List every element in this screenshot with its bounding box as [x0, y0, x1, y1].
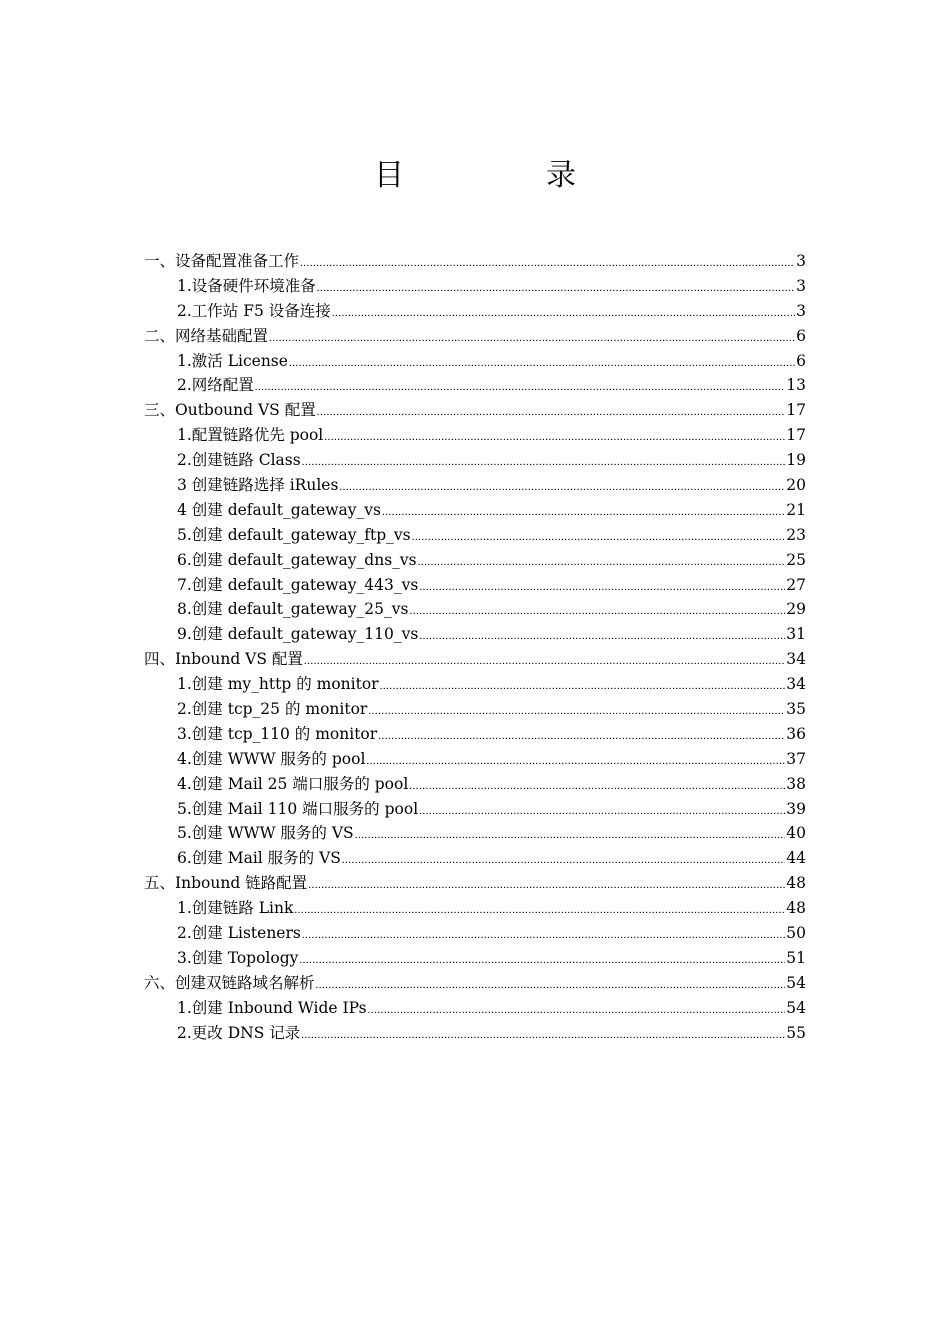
toc-page-number: 44: [786, 849, 806, 868]
toc-dot-leader: [366, 749, 785, 774]
toc-page-number: 23: [786, 525, 806, 544]
toc-page-number: 35: [786, 700, 806, 719]
toc-page-number: 39: [786, 799, 806, 818]
toc-entry-label: 2.更改 DNS 记录: [177, 1023, 301, 1042]
toc-dot-leader: [382, 500, 785, 525]
toc-entry-label: 1.创建 my_http 的 monitor: [177, 675, 379, 694]
toc-entry-label: 四、Inbound VS 配置: [144, 650, 303, 669]
toc-entry-label: 1.设备硬件环境准备: [177, 276, 316, 295]
toc-page-number: 48: [786, 874, 806, 893]
toc-page-number: 54: [786, 998, 806, 1017]
toc-page-number: 13: [786, 376, 806, 395]
page-title: 目 录: [374, 158, 632, 193]
toc-subsection-entry[interactable]: [144, 597, 806, 622]
toc-entry-label: 6.创建 Mail 服务的 VS: [177, 849, 341, 868]
toc-page-number: 25: [786, 550, 806, 569]
toc-subsection-entry[interactable]: [144, 523, 806, 548]
toc-entry-label: 4 创建 default_gateway_vs: [177, 500, 381, 519]
toc-subsection-entry[interactable]: [144, 722, 806, 747]
toc-entry-label: 2.工作站 F5 设备连接: [177, 301, 331, 320]
toc-entry-label: 5.创建 Mail 110 端口服务的 pool: [177, 799, 419, 818]
toc-page-number: 19: [786, 451, 806, 470]
toc-subsection-entry[interactable]: [144, 349, 806, 374]
toc-dot-leader: [300, 251, 795, 276]
toc-entry-label: 9.创建 default_gateway_110_vs: [177, 625, 419, 644]
toc-dot-leader: [255, 375, 785, 400]
toc-subsection-entry[interactable]: [144, 797, 806, 822]
toc-subsection-entry[interactable]: [144, 1021, 806, 1046]
toc-subsection-entry[interactable]: [144, 672, 806, 697]
toc-page-number: 54: [786, 973, 806, 992]
toc-dot-leader: [316, 973, 786, 998]
toc-page-number: 55: [786, 1023, 806, 1042]
toc-page-number: 6: [796, 351, 806, 370]
toc-entry-label: 3 创建链路选择 iRules: [177, 476, 339, 495]
toc-entry-label: 六、创建双链路域名解析: [144, 973, 315, 992]
toc-section-entry[interactable]: [144, 324, 806, 349]
toc-page-number: 48: [786, 899, 806, 918]
toc-entry-label: 2.创建链路 Class: [177, 451, 301, 470]
toc-entry-label: 7.创建 default_gateway_443_vs: [177, 575, 419, 594]
toc-page-number: 50: [786, 924, 806, 943]
toc-dot-leader: [332, 301, 795, 326]
toc-dot-leader: [317, 276, 795, 301]
toc-entry-label: 五、Inbound 链路配置: [144, 874, 308, 893]
toc-page-number: 6: [796, 326, 806, 345]
toc-dot-leader: [368, 699, 785, 724]
toc-entry-label: 1.创建链路 Link: [177, 899, 294, 918]
toc-subsection-entry[interactable]: [144, 622, 806, 647]
toc-subsection-entry[interactable]: [144, 921, 806, 946]
toc-page-number: 3: [796, 252, 806, 270]
toc-subsection-entry[interactable]: [144, 373, 806, 398]
toc-dot-leader: [289, 351, 795, 376]
toc-dot-leader: [317, 400, 786, 425]
toc-dot-leader: [294, 898, 785, 923]
toc-dot-leader: [339, 475, 785, 500]
toc-dot-leader: [418, 550, 786, 575]
toc-entry-label: 二、网络基础配置: [144, 326, 269, 345]
toc-dot-leader: [409, 599, 785, 624]
toc-subsection-entry[interactable]: [144, 697, 806, 722]
toc-page-number: 31: [786, 625, 806, 644]
toc-subsection-entry[interactable]: [144, 548, 806, 573]
toc-entry-label: 4.创建 WWW 服务的 pool: [177, 749, 366, 768]
toc-entry-label: 6.创建 default_gateway_dns_vs: [177, 550, 417, 569]
toc-subsection-entry[interactable]: [144, 747, 806, 772]
toc-dot-leader: [269, 326, 795, 351]
toc-subsection-entry[interactable]: [144, 946, 806, 971]
toc-entry-label: 1.激活 License: [177, 351, 288, 370]
toc-dot-leader: [304, 649, 785, 674]
toc-entry-label: 三、Outbound VS 配置: [144, 401, 316, 420]
toc-entry-label: 2.创建 tcp_25 的 monitor: [177, 700, 368, 719]
toc-subsection-entry[interactable]: [144, 448, 806, 473]
table-of-contents: [144, 249, 806, 1046]
toc-dot-leader: [355, 823, 786, 848]
toc-dot-leader: [368, 998, 786, 1023]
toc-subsection-entry[interactable]: [144, 772, 806, 797]
toc-page-number: 20: [786, 476, 806, 495]
toc-dot-leader: [342, 848, 785, 873]
toc-entry-label: 一、设备配置准备工作: [144, 252, 300, 270]
toc-entry-label: 1.配置链路优先 pool: [177, 426, 324, 445]
toc-dot-leader: [412, 525, 786, 550]
toc-section-entry[interactable]: [144, 249, 806, 274]
toc-subsection-entry[interactable]: [144, 821, 806, 846]
toc-subsection-entry[interactable]: [144, 996, 806, 1021]
toc-entry-label: 5.创建 WWW 服务的 VS: [177, 824, 354, 843]
toc-subsection-entry[interactable]: [144, 573, 806, 598]
toc-page-number: 3: [796, 276, 806, 295]
toc-subsection-entry[interactable]: [144, 274, 806, 299]
toc-page-number: 3: [796, 301, 806, 320]
toc-dot-leader: [302, 923, 785, 948]
toc-page-number: 38: [786, 774, 806, 793]
toc-dot-leader: [301, 1023, 785, 1048]
toc-entry-label: 2.创建 Listeners: [177, 924, 301, 943]
toc-entry-label: 3.创建 tcp_110 的 monitor: [177, 724, 378, 743]
toc-entry-label: 2.网络配置: [177, 376, 254, 395]
toc-dot-leader: [324, 425, 785, 450]
toc-page-number: 51: [786, 948, 806, 967]
toc-subsection-entry[interactable]: [144, 423, 806, 448]
toc-section-entry[interactable]: [144, 647, 806, 672]
toc-page-number: 29: [786, 600, 806, 619]
toc-dot-leader: [419, 799, 785, 824]
toc-section-entry[interactable]: [144, 871, 806, 896]
toc-page-number: 27: [786, 575, 806, 594]
toc-page-number: 21: [786, 500, 806, 519]
toc-dot-leader: [419, 575, 785, 600]
toc-subsection-entry[interactable]: [144, 498, 806, 523]
toc-subsection-entry[interactable]: [144, 896, 806, 921]
toc-dot-leader: [409, 774, 785, 799]
toc-dot-leader: [380, 674, 786, 699]
toc-page-number: 40: [786, 824, 806, 843]
toc-page-number: 34: [786, 650, 806, 669]
toc-dot-leader: [378, 724, 785, 749]
toc-subsection-entry[interactable]: [144, 473, 806, 498]
toc-page-number: 17: [786, 401, 806, 420]
toc-entry-label: 4.创建 Mail 25 端口服务的 pool: [177, 774, 409, 793]
toc-dot-leader: [419, 624, 785, 649]
toc-dot-leader: [302, 450, 786, 475]
toc-entry-label: 8.创建 default_gateway_25_vs: [177, 600, 409, 619]
toc-entry-label: 1.创建 Inbound Wide IPs: [177, 998, 367, 1017]
toc-page-number: 17: [786, 426, 806, 445]
toc-page-number: 37: [786, 749, 806, 768]
toc-section-entry[interactable]: [144, 971, 806, 996]
toc-subsection-entry[interactable]: [144, 846, 806, 871]
toc-page-number: 34: [786, 675, 806, 694]
toc-subsection-entry[interactable]: [144, 299, 806, 324]
toc-entry-label: 5.创建 default_gateway_ftp_vs: [177, 525, 411, 544]
toc-entry-label: 3.创建 Topology: [177, 948, 299, 967]
toc-page-number: 36: [786, 724, 806, 743]
toc-section-entry[interactable]: [144, 398, 806, 423]
toc-dot-leader: [308, 873, 785, 898]
toc-dot-leader: [299, 948, 785, 973]
